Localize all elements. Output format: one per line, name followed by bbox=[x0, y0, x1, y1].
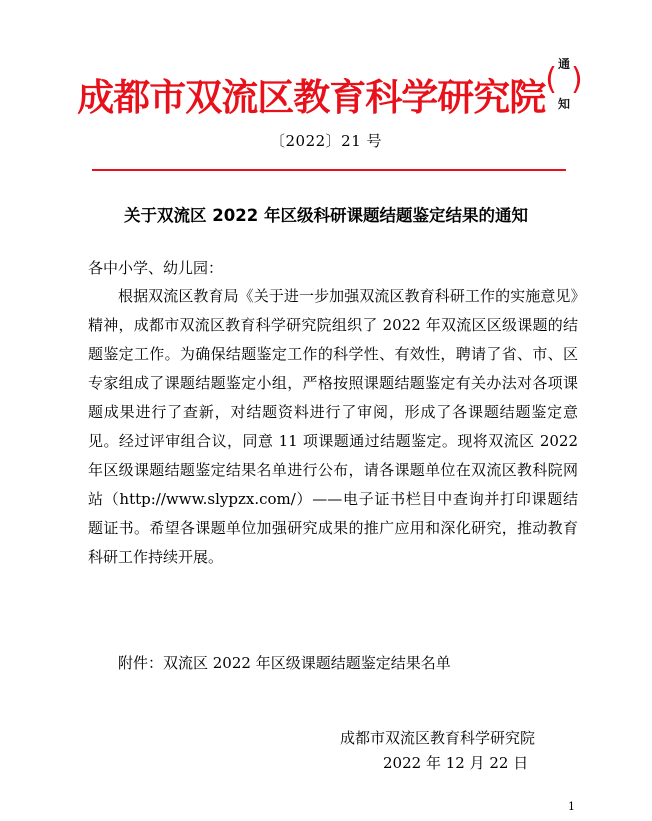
document-title: 关于双流区 2022 年区级科研课题结题鉴定结果的通知 bbox=[124, 206, 528, 225]
document-header bbox=[77, 40, 583, 120]
page-number: 1 bbox=[568, 800, 575, 813]
doc-type-tag bbox=[545, 40, 582, 120]
signature-date: 2022 年 12 月 22 日 bbox=[383, 754, 529, 772]
salutation: 各中小学、幼儿园： bbox=[88, 259, 224, 277]
doc-type-label: 通知 bbox=[558, 57, 571, 111]
body-paragraph: 根据双流区教育局《关于进一步加强双流区教育科研工作的实施意见》精神，成都市双流区教育科学研究院组织了 2022 年双流区区级课题的结题鉴定工作。为确保结题鉴定工作的科学性、有效性，聘请了省、市、区专家组成了课题结题鉴定小组，严格按照课题结题鉴定有关办法对各项课题成果进行了查新，对结题资料进行了审阅，形成了各课题结题鉴定意见。经过评审组合议，同意 11 项课题通过结题鉴定。现将双流区 2022 年区级课题结题鉴定结果名单进行公布，请各课题单位在双流区教科院网站（http://www.slypzx.com/）——电子证书栏目中查询并打印课题结题证书。希望各课题单位加强研究成果的推广应用和深化研究，推动教育科研工作持续开展。 bbox=[88, 287, 578, 566]
tag-close-paren: ) bbox=[571, 62, 583, 97]
red-divider-line bbox=[92, 169, 566, 171]
document-number: 〔2022〕21 号 bbox=[269, 132, 383, 150]
attachment-line: 附件：双流区 2022 年区级课题结题鉴定结果名单 bbox=[118, 654, 451, 672]
issuing-org-title: 成都市双流区教育科学研究院 bbox=[77, 76, 546, 119]
tag-open-paren: ( bbox=[545, 62, 557, 97]
signature-org: 成都市双流区教育科学研究院 bbox=[340, 729, 536, 747]
